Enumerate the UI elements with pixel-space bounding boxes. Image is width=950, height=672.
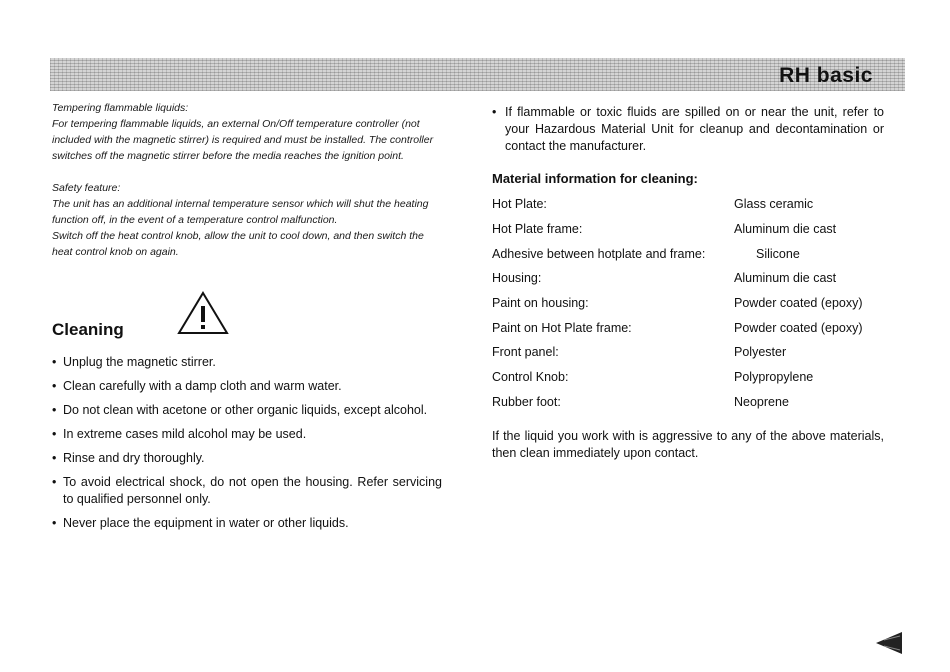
material-value: Polyester [734, 345, 787, 360]
list-item: • In extreme cases mild alcohol may be used. [52, 426, 442, 443]
cleaning-header [52, 290, 442, 348]
table-row [492, 266, 884, 291]
material-part: Front panel: [492, 345, 559, 360]
materials-table [492, 192, 884, 414]
spill-warning: • If flammable or toxic fluids are spilled on or near the unit, refer to your Hazardous Material Unit for cleanup and decontamination or contact the manufacturer. [492, 104, 884, 155]
warning-triangle-icon [176, 290, 230, 336]
page-turn-arrow-icon[interactable] [874, 630, 904, 656]
cleaning-list [52, 354, 442, 532]
table-row [492, 217, 884, 242]
material-part: Adhesive between hotplate and frame: [492, 246, 706, 261]
material-part: Control Knob: [492, 370, 569, 385]
table-row [492, 192, 884, 217]
right-column [492, 104, 884, 462]
list-item: • To avoid electrical shock, do not open the housing. Refer servicing to qualified personnel only. [52, 474, 442, 508]
material-part: Paint on Hot Plate frame: [492, 320, 632, 335]
safety-heading: Safety feature: [52, 182, 121, 194]
table-row [492, 340, 884, 365]
material-part: Hot Plate: [492, 197, 547, 212]
material-value: Silicone [756, 246, 800, 261]
table-row [492, 390, 884, 415]
header-title: RH basic [779, 64, 873, 87]
material-part: Hot Plate frame: [492, 222, 583, 237]
material-value: Aluminum die cast [734, 222, 837, 237]
table-row [492, 315, 884, 340]
material-value: Powder coated (epoxy) [734, 320, 863, 335]
list-item: • Do not clean with acetone or other organic liquids, except alcohol. [52, 402, 442, 419]
table-row [492, 365, 884, 390]
material-value: Aluminum die cast [734, 271, 837, 286]
list-item: • Unplug the magnetic stirrer. [52, 354, 442, 371]
material-part: Paint on housing: [492, 296, 589, 311]
safety-instruction: Switch off the heat control knob, allow the unit to cool down, and then switch the heat control knob on again. [52, 230, 424, 258]
safety-text: The unit has an additional internal temperature sensor which will shut the heating function off, in the event of a temperature control malfunction. [52, 198, 429, 226]
table-row [492, 241, 884, 266]
material-part: Housing: [492, 271, 542, 286]
material-part: Rubber foot: [492, 394, 561, 409]
material-value: Polypropylene [734, 370, 814, 385]
materials-note: If the liquid you work with is aggressive to any of the above materials, then clean immediately upon contact. [492, 429, 884, 461]
tempering-heading: Tempering flammable liquids: [52, 102, 189, 114]
material-value: Neoprene [734, 394, 789, 409]
materials-title: Material information for cleaning: [492, 171, 698, 186]
cleaning-title: Cleaning [52, 320, 124, 339]
list-item: • Clean carefully with a damp cloth and warm water. [52, 378, 442, 395]
left-column [52, 100, 442, 539]
material-value: Powder coated (epoxy) [734, 296, 863, 311]
list-item: • Never place the equipment in water or other liquids. [52, 515, 442, 532]
tempering-text: For tempering flammable liquids, an external On/Off temperature controller (not included with the magnetic stirrer) is required and must be installed. The controller switches off the magnetic stirrer before the media reaches the ignition point. [52, 118, 434, 162]
header-band [50, 58, 905, 91]
material-value: Glass ceramic [734, 197, 814, 212]
list-item: • Rinse and dry thoroughly. [52, 450, 442, 467]
table-row [492, 291, 884, 316]
